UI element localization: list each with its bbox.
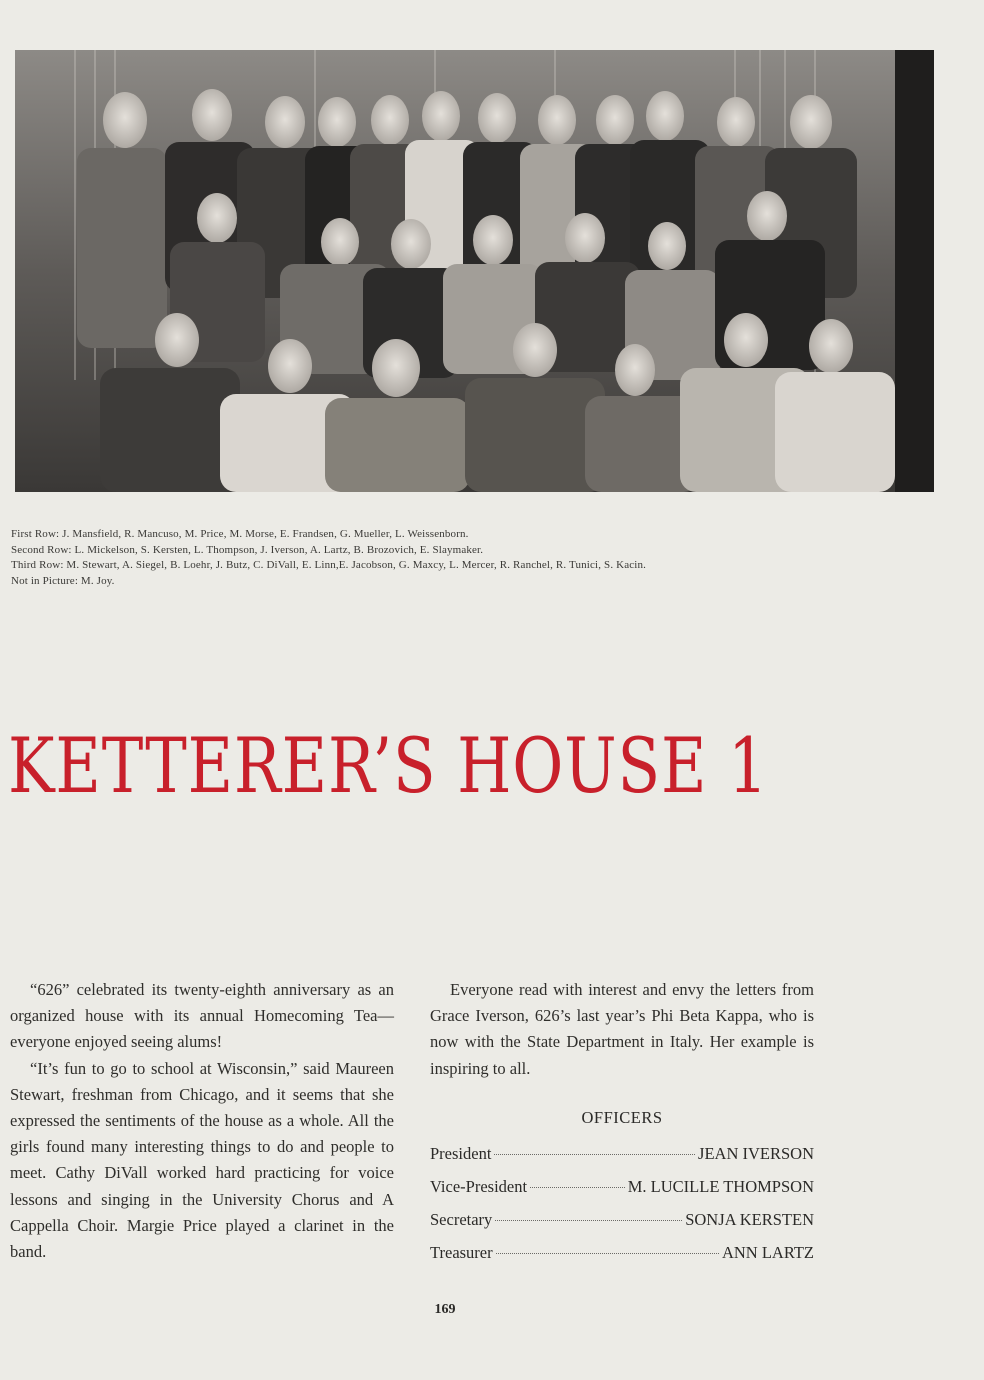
leader-dots xyxy=(496,1253,719,1254)
officer-row-president xyxy=(430,1144,814,1177)
leader-dots xyxy=(530,1187,625,1188)
leader-dots xyxy=(495,1220,682,1221)
officer-row-treasurer xyxy=(430,1243,814,1276)
officers-list xyxy=(430,1144,814,1276)
paragraph: “It’s fun to go to school at Wisconsin,” said Maureen Stewart, freshman from Chicago, and it seems that she expressed the sentiments of the house as a whole. All the girls found many interesting things to do and people to meet. Cathy DiVall worked hard practicing for voice lessons and singing in the University Chorus and A Cappella Choir. Margie Price played a clarinet in the band. xyxy=(10,1058,394,1262)
officer-name: JEAN IVERSON xyxy=(698,1144,814,1163)
page-title: KETTERER’S HOUSE 1 xyxy=(8,721,769,810)
officer-name: M. LUCILLE THOMPSON xyxy=(627,1177,814,1196)
caption-second-row: Second Row: L. Mickelson, S. Kersten, L. Thompson, J. Iverson, A. Lartz, B. Brozovich, E. Slaymaker. xyxy=(11,543,484,556)
officers-heading: OFFICERS xyxy=(581,1108,663,1127)
officer-name: ANN LARTZ xyxy=(721,1243,814,1262)
paragraph: “626” celebrated its twenty-eighth anniversary as an organized house with its annual Homecoming Tea—everyone enjoyed seeing alums! xyxy=(10,980,394,1052)
officer-row-vice-president xyxy=(430,1177,814,1210)
officer-role: Treasurer xyxy=(430,1243,493,1262)
photo-caption xyxy=(11,527,891,589)
caption-not-in-picture: Not in Picture: M. Joy. xyxy=(11,574,115,587)
group-photo-image xyxy=(15,50,934,492)
officer-role: Vice-President xyxy=(430,1177,528,1196)
article-right-column xyxy=(430,977,814,1082)
officer-name: SONJA KERSTEN xyxy=(685,1210,814,1229)
group-photo xyxy=(15,50,934,492)
officer-row-secretary xyxy=(430,1210,814,1243)
caption-third-row: Third Row: M. Stewart, A. Siegel, B. Loehr, J. Butz, C. DiVall, E. Linn,E. Jacobson, G. Maxcy, L. Mercer, R. Ranchel, R. Tunici, S. Kacin. xyxy=(11,559,647,572)
officer-role: President xyxy=(430,1144,492,1163)
article-left-column xyxy=(10,977,394,1265)
leader-dots xyxy=(494,1154,695,1155)
caption-first-row: First Row: J. Mansfield, R. Mancuso, M. Price, M. Morse, E. Frandsen, G. Mueller, L. Weissenborn. xyxy=(11,528,469,540)
paragraph: Everyone read with interest and envy the letters from Grace Iverson, 626’s last year’s Phi Beta Kappa, who is now with the State Department in Italy. Her example is inspiring to all. xyxy=(430,980,814,1078)
page-number: 169 xyxy=(434,1302,456,1317)
officer-role: Secretary xyxy=(430,1210,493,1229)
